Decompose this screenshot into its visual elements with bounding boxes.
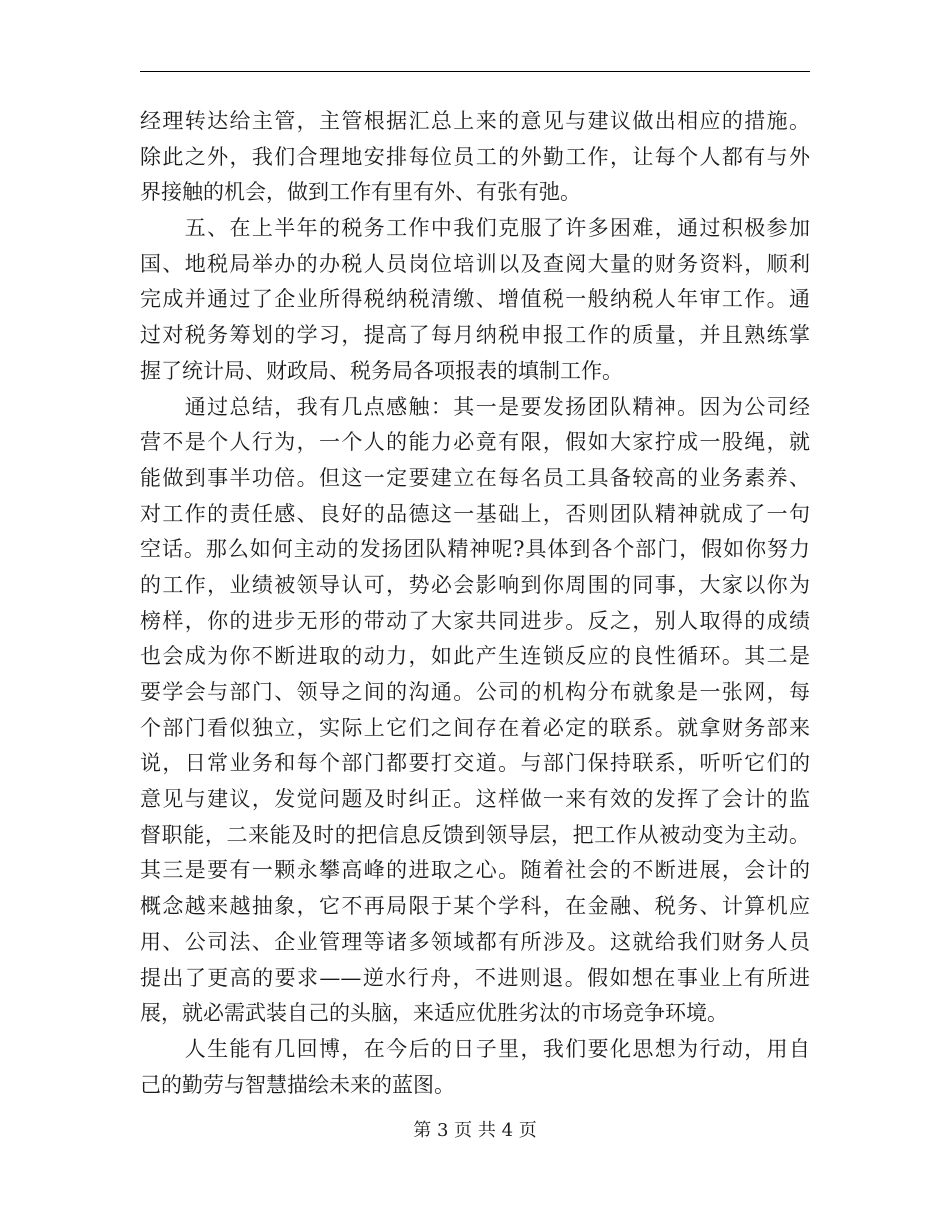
text-line: 个部门看似独立，实际上它们之间存在着必定的联系。就拿财务部来 xyxy=(140,715,810,740)
text-line: 说，日常业务和每个部门都要打交道。与部门保持联系，听听它们的 xyxy=(140,751,810,776)
text-line: 国、地税局举办的办税人员岗位培训以及查阅大量的财务资料，顺利 xyxy=(140,251,810,276)
text-line: 也会成为你不断进取的动力，如此产生连锁反应的良性循环。其二是 xyxy=(140,644,810,669)
document-body xyxy=(140,104,810,1103)
text-line: 概念越来越抽象，它不再局限于某个学科，在金融、税务、计算机应 xyxy=(140,894,810,919)
text-line: 己的勤劳与智慧描绘未来的蓝图。 xyxy=(140,1072,455,1097)
text-line: 的工作，业绩被领导认可，势必会影响到你周围的同事，大家以你为 xyxy=(140,572,810,597)
text-line: 提出了更高的要求——逆水行舟，不进则退。假如想在事业上有所进 xyxy=(140,965,810,990)
text-line: 完成并通过了企业所得税纳税清缴、增值税一般纳税人年审工作。通 xyxy=(140,287,810,312)
text-line: 用、公司法、企业管理等诸多领域都有所涉及。这就给我们财务人员 xyxy=(140,929,810,954)
page-footer: 第 3 页 共 4 页 xyxy=(413,1120,537,1141)
text-line: 展，就必需武装自己的头脑，来适应优胜劣汰的市场竞争环境。 xyxy=(140,1001,728,1026)
text-line: 要学会与部门、领导之间的沟通。公司的机构分布就象是一张网，每 xyxy=(140,680,810,704)
text-line: 对工作的责任感、良好的品德这一基础上，否则团队精神就成了一句 xyxy=(140,501,810,526)
text-line: 榜样，你的进步无形的带动了大家共同进步。反之，别人取得的成绩 xyxy=(140,608,810,633)
text-line: 能做到事半功倍。但这一定要建立在每名员工具备较高的业务素养、 xyxy=(140,465,810,490)
text-line: 五、在上半年的税务工作中我们克服了许多困难，通过积极参加 xyxy=(140,216,810,241)
text-line: 通过总结，我有几点感触：其一是要发扬团队精神。因为公司经 xyxy=(140,394,810,419)
text-line: 经理转达给主管，主管根据汇总上来的意见与建议做出相应的措施。 xyxy=(140,109,810,133)
text-line: 空话。那么如何主动的发扬团队精神呢?具体到各个部门，假如你努力 xyxy=(140,537,810,562)
text-line: 除此之外，我们合理地安排每位员工的外勤工作，让每个人都有与外 xyxy=(140,144,810,169)
text-line: 意见与建议，发觉问题及时纠正。这样做一来有效的发挥了会计的监 xyxy=(140,787,810,812)
text-line: 营不是个人行为，一个人的能力必竟有限，假如大家拧成一股绳，就 xyxy=(140,430,810,455)
text-line: 督职能，二来能及时的把信息反馈到领导层，把工作从被动变为主动。 xyxy=(140,822,810,847)
text-line: 人生能有几回博，在今后的日子里，我们要化思想为行动，用自 xyxy=(140,1036,810,1061)
text-line: 握了统计局、财政局、税务局各项报表的填制工作。 xyxy=(140,358,623,383)
text-line: 其三是要有一颗永攀高峰的进取之心。随着社会的不断进展，会计的 xyxy=(140,858,810,883)
text-line: 界接触的机会，做到工作有里有外、有张有弛。 xyxy=(140,180,581,205)
text-line: 过对税务筹划的学习，提高了每月纳税申报工作的质量，并且熟练掌 xyxy=(140,323,810,348)
header-rule xyxy=(140,71,810,72)
